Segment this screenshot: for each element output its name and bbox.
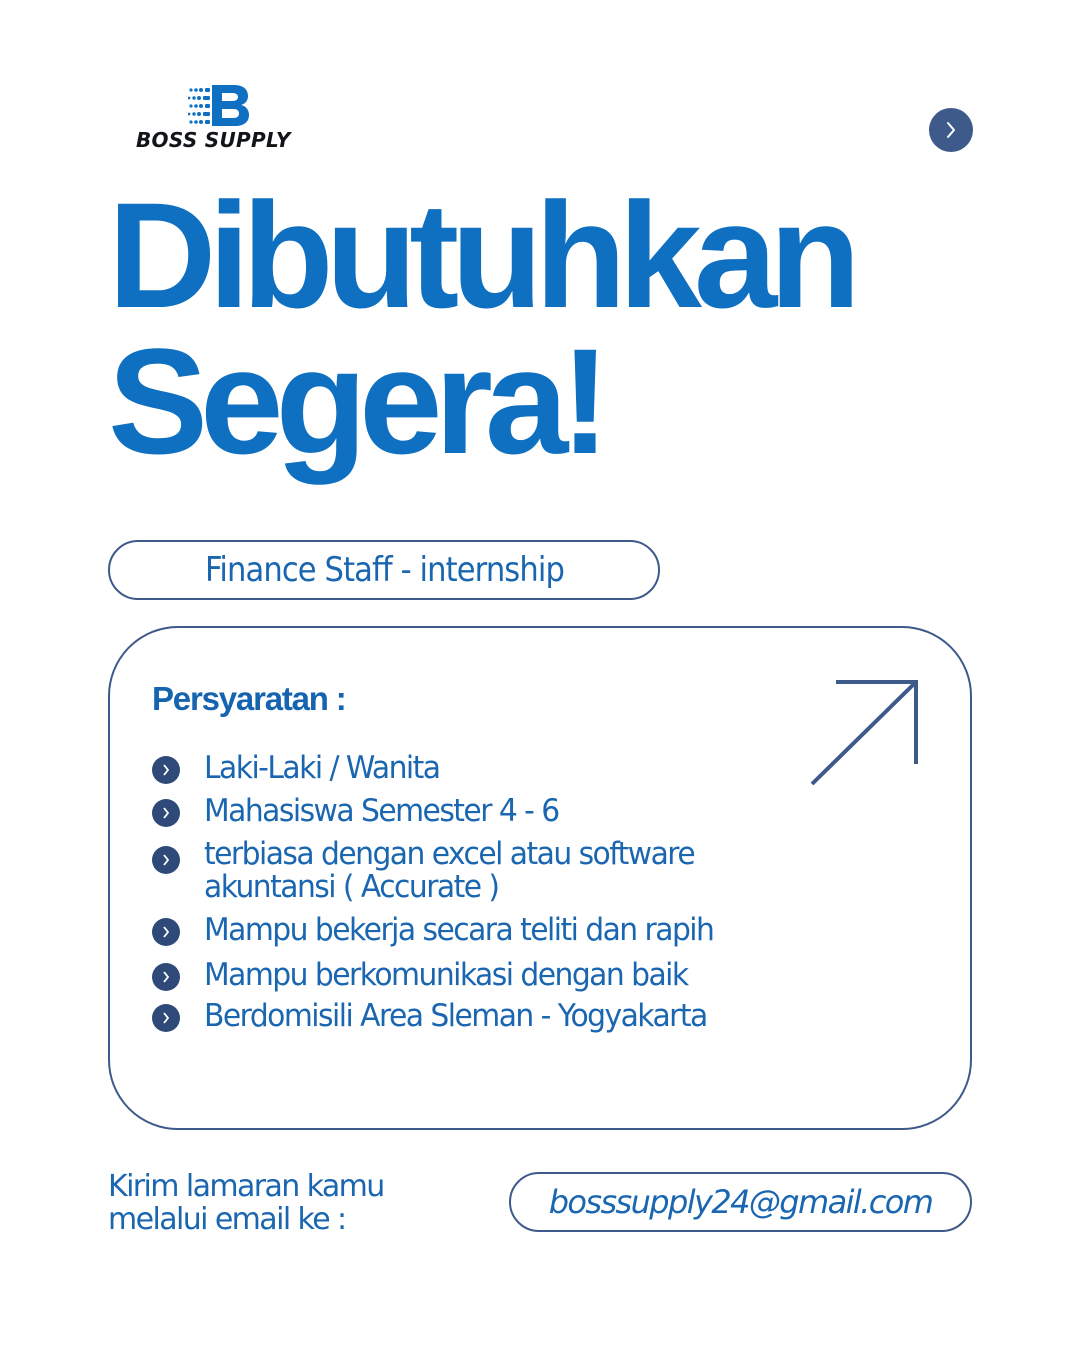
email-link[interactable] [509, 1172, 972, 1232]
brand-name: BOSS SUPPLY [136, 128, 291, 152]
chevron-bullet-icon [152, 756, 180, 784]
list-item [150, 959, 910, 992]
list-item [150, 838, 910, 904]
brand-logo [132, 78, 307, 158]
headline [108, 171, 1008, 485]
list-item [150, 795, 910, 828]
requirement-text: Berdomisili Area Sleman - Yogyakarta [204, 998, 707, 1034]
list-item [150, 752, 910, 785]
chevron-right-icon [943, 120, 959, 140]
position-label: Finance Staff - internship [204, 550, 564, 590]
requirements-title: Persyaratan : [152, 680, 346, 717]
email-address: bosssupply24@gmail.com [548, 1183, 933, 1221]
boss-supply-b-logo-icon [188, 82, 250, 128]
requirements-list [150, 746, 910, 1033]
list-item [150, 1000, 910, 1033]
chevron-bullet-icon [152, 963, 180, 991]
contact-instruction [108, 1170, 468, 1236]
headline-line-1: Dibutuhkan [108, 171, 853, 339]
requirement-text: Laki-Laki / Wanita [204, 750, 440, 786]
requirement-text: Mahasiswa Semester 4 - 6 [204, 793, 559, 829]
contact-line-1: Kirim lamaran kamu [108, 1169, 384, 1204]
chevron-bullet-icon [152, 1004, 180, 1032]
chevron-bullet-icon [152, 799, 180, 827]
headline-line-2: Segera! [108, 317, 603, 485]
chevron-bullet-icon [152, 918, 180, 946]
requirement-text: terbiasa dengan excel atau software [204, 836, 695, 872]
requirement-text: Mampu berkomunikasi dengan baik [204, 957, 688, 993]
requirements-card [108, 626, 972, 1130]
next-button[interactable] [929, 108, 973, 152]
chevron-bullet-icon [152, 846, 180, 874]
list-item [150, 914, 910, 947]
position-badge [108, 540, 660, 600]
requirement-text: Mampu bekerja secara teliti dan rapih [204, 912, 714, 948]
contact-line-2: melalui email ke : [108, 1202, 346, 1237]
requirement-text-continued: akuntansi ( Accurate ) [204, 869, 499, 905]
